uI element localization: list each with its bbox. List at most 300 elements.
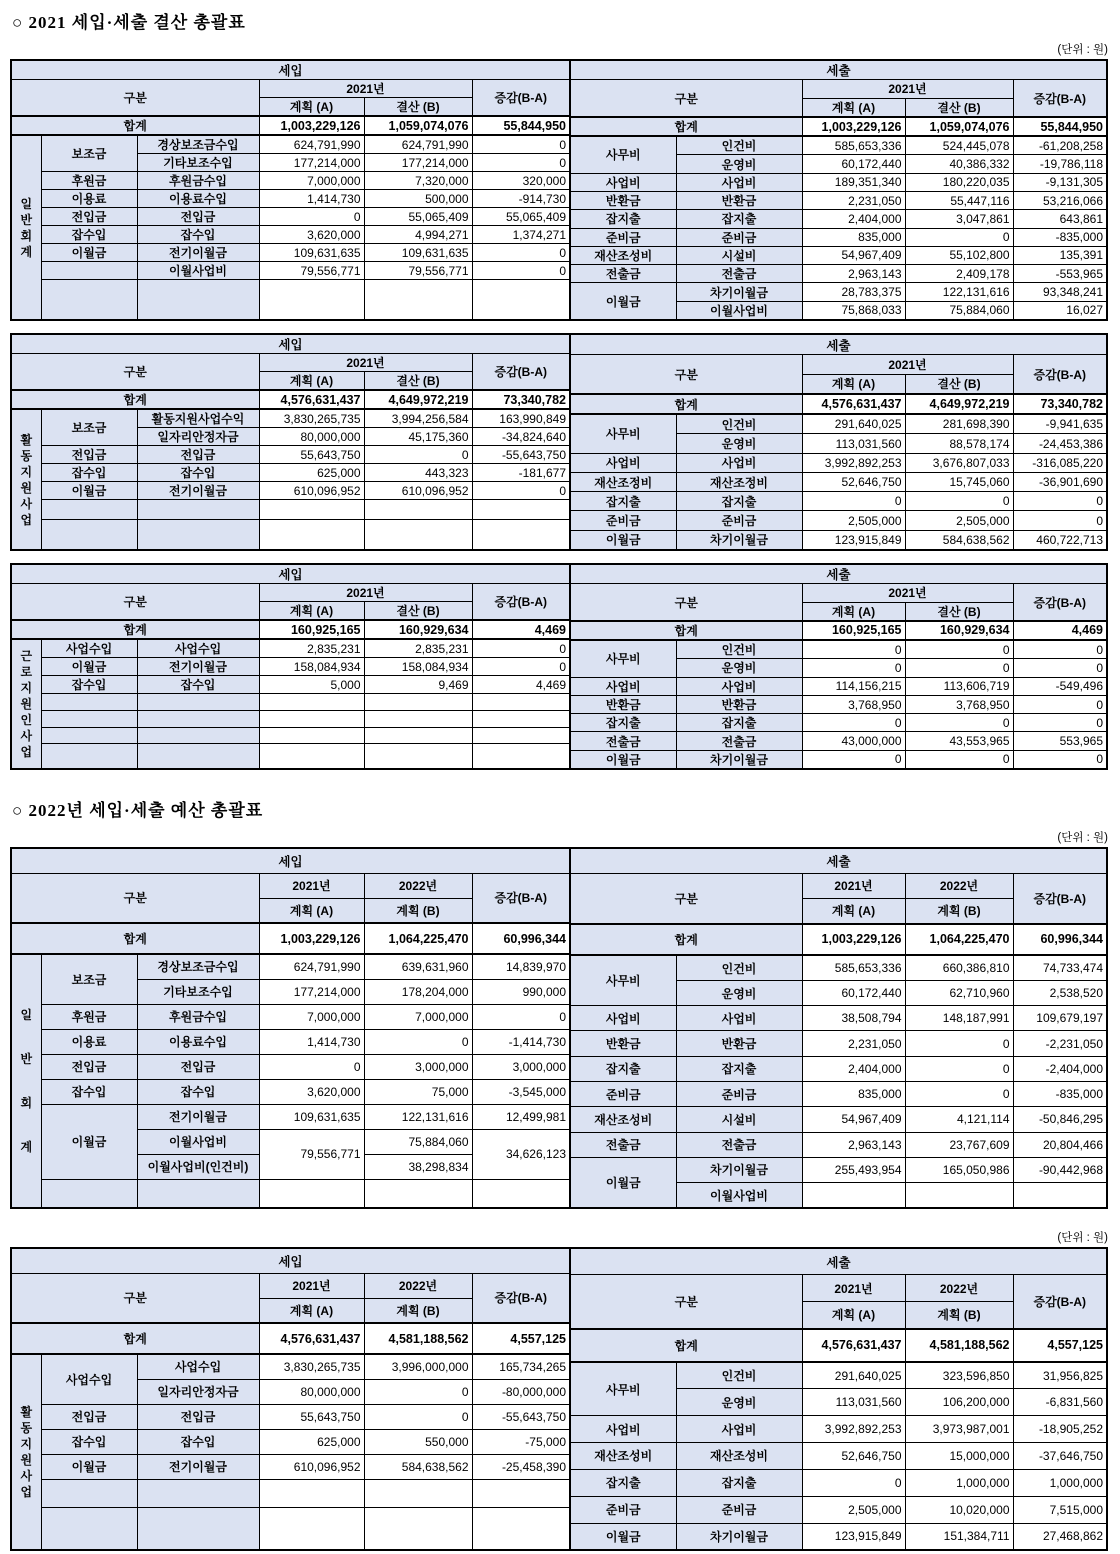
value-cell: -835,000 bbox=[1013, 1081, 1107, 1106]
category-cell: 사업수입 bbox=[137, 1354, 259, 1379]
category-cell: 사업비 bbox=[570, 677, 676, 695]
total-value-cell: 4,649,972,219 bbox=[905, 394, 1013, 414]
category-cell: 준비금 bbox=[676, 511, 802, 530]
total-value-cell: 4,576,631,437 bbox=[802, 394, 905, 414]
category-cell: 재산조성비 bbox=[570, 1107, 676, 1132]
category-cell: 이월금 bbox=[41, 1454, 137, 1479]
value-cell: -553,965 bbox=[1013, 265, 1107, 283]
table-row bbox=[570, 472, 1107, 491]
value-cell: -36,901,690 bbox=[1013, 472, 1107, 491]
blank-value-cell bbox=[259, 1179, 364, 1208]
table-row bbox=[570, 283, 1107, 301]
revenue-table bbox=[10, 59, 571, 321]
value-cell: -835,000 bbox=[1013, 228, 1107, 246]
blank-category-cell bbox=[41, 710, 137, 727]
value-cell: 60,172,440 bbox=[802, 980, 905, 1005]
table-half-title: 세출 bbox=[570, 564, 1107, 584]
value-cell: 158,084,934 bbox=[259, 658, 364, 676]
table-row bbox=[570, 750, 1107, 769]
category-cell: 재산조성비 bbox=[570, 246, 676, 264]
table-row bbox=[570, 1469, 1107, 1496]
year-header: 2022년 bbox=[905, 873, 1013, 898]
total-label: 합계 bbox=[570, 394, 802, 414]
value-cell: 163,990,849 bbox=[472, 409, 570, 428]
total-value-cell: 4,469 bbox=[472, 620, 570, 639]
table-row bbox=[570, 1081, 1107, 1106]
table-row bbox=[570, 511, 1107, 530]
value-cell: 835,000 bbox=[802, 1081, 905, 1106]
value-cell: 0 bbox=[1013, 659, 1107, 677]
category-cell: 인건비 bbox=[676, 640, 802, 659]
blank-value-cell bbox=[259, 1479, 364, 1507]
value-cell: 1,374,271 bbox=[472, 226, 570, 244]
table-row bbox=[570, 1157, 1107, 1182]
value-cell: -90,442,968 bbox=[1013, 1157, 1107, 1182]
value-cell: 0 bbox=[1013, 750, 1107, 769]
blank-category-cell bbox=[137, 500, 259, 520]
category-cell: 사무비 bbox=[570, 1362, 676, 1416]
value-cell: 1,000,000 bbox=[905, 1469, 1013, 1496]
value-cell: 23,767,609 bbox=[905, 1132, 1013, 1157]
blank-category-cell bbox=[41, 1479, 137, 1507]
value-cell: -6,831,560 bbox=[1013, 1389, 1107, 1416]
value-cell: -9,941,635 bbox=[1013, 414, 1107, 434]
value-cell: 0 bbox=[905, 714, 1013, 732]
total-value-cell: 160,929,634 bbox=[364, 620, 472, 639]
table-row bbox=[570, 1442, 1107, 1469]
total-label: 합계 bbox=[570, 924, 802, 955]
category-cell: 잡지출 bbox=[676, 1469, 802, 1496]
blank-value-cell bbox=[472, 727, 570, 744]
value-cell: 151,384,711 bbox=[905, 1523, 1013, 1550]
value-cell: 0 bbox=[905, 1056, 1013, 1081]
category-cell: 사업비 bbox=[570, 173, 676, 191]
table-row bbox=[570, 1523, 1107, 1550]
plan-header: 계획 (A) bbox=[802, 602, 905, 621]
value-cell: 0 bbox=[472, 658, 570, 676]
value-cell: 3,992,892,253 bbox=[802, 1416, 905, 1443]
plan-header: 결산 (B) bbox=[364, 602, 472, 621]
blank-category-cell bbox=[41, 744, 137, 769]
table-row bbox=[11, 1354, 570, 1379]
gubun-header: 구분 bbox=[11, 873, 259, 923]
value-cell: 43,000,000 bbox=[802, 732, 905, 750]
unit-label: (단위 : 원) bbox=[1057, 44, 1108, 56]
total-value-cell: 4,576,631,437 bbox=[802, 1329, 905, 1362]
value-cell: 109,631,635 bbox=[259, 1104, 364, 1129]
blank-value-cell bbox=[259, 744, 364, 769]
value-cell: 3,000,000 bbox=[364, 1054, 472, 1079]
value-cell: 38,508,794 bbox=[802, 1006, 905, 1031]
value-cell: 0 bbox=[364, 1379, 472, 1404]
value-cell: 0 bbox=[472, 639, 570, 658]
value-cell: 0 bbox=[802, 492, 905, 511]
value-cell: 990,000 bbox=[472, 979, 570, 1004]
category-cell: 준비금 bbox=[570, 1081, 676, 1106]
total-value-cell: 1,003,229,126 bbox=[802, 117, 905, 136]
value-cell: 584,638,562 bbox=[905, 530, 1013, 550]
diff-header: 증감(B-A) bbox=[1013, 80, 1107, 117]
gubun-header: 구분 bbox=[11, 1273, 259, 1323]
category-cell: 잡지출 bbox=[570, 1056, 676, 1081]
value-cell: 7,000,000 bbox=[259, 1004, 364, 1029]
account-side-label: 일 반 회 계 bbox=[11, 135, 41, 320]
blank-category-cell bbox=[137, 1179, 259, 1208]
value-cell: 75,884,060 bbox=[905, 301, 1013, 320]
value-cell: 610,096,952 bbox=[259, 482, 364, 500]
table-row bbox=[570, 1362, 1107, 1389]
category-cell: 이월금 bbox=[41, 1104, 137, 1179]
table-row bbox=[11, 1029, 570, 1054]
value-cell: 28,783,375 bbox=[802, 283, 905, 301]
value-cell: 0 bbox=[905, 492, 1013, 511]
category-cell: 준비금 bbox=[570, 228, 676, 246]
value-cell: 14,839,970 bbox=[472, 954, 570, 979]
category-cell: 잡수입 bbox=[137, 676, 259, 694]
value-cell: 2,505,000 bbox=[905, 511, 1013, 530]
category-cell: 경상보조금수입 bbox=[137, 954, 259, 979]
value-cell: -75,000 bbox=[472, 1429, 570, 1454]
category-cell: 이용료수입 bbox=[137, 190, 259, 208]
table-row bbox=[11, 1507, 570, 1550]
table-row bbox=[570, 1056, 1107, 1081]
blank-category-cell bbox=[41, 727, 137, 744]
value-cell: 255,493,954 bbox=[802, 1157, 905, 1182]
value-cell: 177,214,000 bbox=[364, 154, 472, 172]
total-value-cell: 1,059,074,076 bbox=[905, 117, 1013, 136]
section-2021-settlement bbox=[10, 8, 1110, 770]
year-header: 2021년 bbox=[259, 80, 472, 98]
value-cell: 0 bbox=[802, 714, 905, 732]
blank-value-cell bbox=[472, 520, 570, 550]
blank-value-cell bbox=[364, 1507, 472, 1550]
value-cell: -34,824,640 bbox=[472, 428, 570, 446]
value-cell: 0 bbox=[472, 482, 570, 500]
expenditure-table bbox=[569, 847, 1108, 1209]
total-value-cell: 73,340,782 bbox=[472, 390, 570, 409]
value-cell: 7,320,000 bbox=[364, 172, 472, 190]
account-side-label: 근 로 지 원 인 사 업 bbox=[11, 639, 41, 769]
value-cell: 3,047,861 bbox=[905, 210, 1013, 228]
blank-value-cell bbox=[1013, 1183, 1107, 1208]
value-cell: 1,414,730 bbox=[259, 190, 364, 208]
plan-header: 계획 (A) bbox=[259, 372, 364, 391]
table-half-title: 세입 bbox=[11, 1248, 570, 1273]
value-cell: 550,000 bbox=[364, 1429, 472, 1454]
expenditure-table bbox=[569, 59, 1108, 321]
value-cell: 15,000,000 bbox=[905, 1442, 1013, 1469]
value-cell: 27,468,862 bbox=[1013, 1523, 1107, 1550]
value-cell: 0 bbox=[472, 244, 570, 262]
value-cell: 0 bbox=[259, 1054, 364, 1079]
category-cell: 전기이월금 bbox=[137, 244, 259, 262]
table-row bbox=[570, 453, 1107, 472]
summary-table-block bbox=[10, 41, 1110, 321]
value-cell: 4,121,114 bbox=[905, 1107, 1013, 1132]
table-row bbox=[11, 1404, 570, 1429]
unit-label: (단위 : 원) bbox=[1057, 832, 1108, 844]
plan-header: 계획 (B) bbox=[905, 1302, 1013, 1329]
table-row bbox=[11, 1054, 570, 1079]
value-cell: 584,638,562 bbox=[364, 1454, 472, 1479]
table-row bbox=[11, 727, 570, 744]
revenue-table bbox=[10, 847, 571, 1209]
table-row bbox=[11, 520, 570, 550]
value-cell: 93,348,241 bbox=[1013, 283, 1107, 301]
year-header: 2021년 bbox=[802, 80, 1013, 98]
category-cell: 운영비 bbox=[676, 1389, 802, 1416]
category-cell: 잡지출 bbox=[676, 210, 802, 228]
value-cell: 189,351,340 bbox=[802, 173, 905, 191]
table-row bbox=[570, 1006, 1107, 1031]
table-row bbox=[11, 190, 570, 208]
year-header: 2021년 bbox=[802, 355, 1013, 374]
year-header: 2021년 bbox=[259, 873, 364, 898]
value-cell: 0 bbox=[472, 135, 570, 154]
blank-value-cell bbox=[364, 694, 472, 711]
category-cell: 후원금수입 bbox=[137, 172, 259, 190]
blank-value-cell bbox=[472, 1479, 570, 1507]
category-cell: 잡수입 bbox=[137, 1079, 259, 1104]
value-cell: 624,791,990 bbox=[259, 954, 364, 979]
value-cell: 135,391 bbox=[1013, 246, 1107, 264]
category-cell: 활동지원사업수익 bbox=[137, 409, 259, 428]
category-cell: 시설비 bbox=[676, 246, 802, 264]
value-cell: 79,556,771 bbox=[259, 262, 364, 280]
value-cell: 54,967,409 bbox=[802, 246, 905, 264]
value-cell: 122,131,616 bbox=[364, 1104, 472, 1129]
category-cell: 전입금 bbox=[137, 446, 259, 464]
table-row bbox=[11, 658, 570, 676]
value-cell: 123,915,849 bbox=[802, 530, 905, 550]
value-cell: -2,404,000 bbox=[1013, 1056, 1107, 1081]
category-cell: 전기이월금 bbox=[137, 658, 259, 676]
plan-header: 결산 (B) bbox=[905, 98, 1013, 117]
value-cell: 122,131,616 bbox=[905, 283, 1013, 301]
category-cell: 반환금 bbox=[570, 695, 676, 713]
category-cell: 차기이월금 bbox=[676, 1523, 802, 1550]
category-cell: 준비금 bbox=[676, 1496, 802, 1523]
blank-category-cell bbox=[41, 1179, 137, 1208]
value-cell: 52,646,750 bbox=[802, 1442, 905, 1469]
account-side-label: 활 동 지 원 사 업 bbox=[11, 1354, 41, 1550]
value-cell: 323,596,850 bbox=[905, 1362, 1013, 1389]
blank-value-cell bbox=[259, 520, 364, 550]
value-cell: 55,643,750 bbox=[259, 446, 364, 464]
category-cell: 인건비 bbox=[676, 1362, 802, 1389]
total-value-cell: 1,064,225,470 bbox=[905, 924, 1013, 955]
table-row bbox=[11, 244, 570, 262]
value-cell: 585,653,336 bbox=[802, 955, 905, 980]
plan-header: 계획 (A) bbox=[802, 899, 905, 924]
value-cell: 62,710,960 bbox=[905, 980, 1013, 1005]
value-cell: 2,835,231 bbox=[364, 639, 472, 658]
category-cell: 차기이월금 bbox=[676, 530, 802, 550]
year-header: 2022년 bbox=[364, 873, 472, 898]
blank-value-cell bbox=[364, 280, 472, 321]
value-cell: 79,556,771 bbox=[259, 1129, 364, 1179]
table-row bbox=[11, 694, 570, 711]
value-cell: 113,031,560 bbox=[802, 1389, 905, 1416]
value-cell: 553,965 bbox=[1013, 732, 1107, 750]
total-label: 합계 bbox=[570, 1329, 802, 1362]
total-value-cell: 4,576,631,437 bbox=[259, 1323, 364, 1354]
table-row bbox=[11, 172, 570, 190]
table-half-title: 세입 bbox=[11, 848, 570, 873]
value-cell: 3,768,950 bbox=[802, 695, 905, 713]
value-cell: -181,677 bbox=[472, 464, 570, 482]
gubun-header: 구분 bbox=[11, 80, 259, 117]
table-halves bbox=[10, 1247, 1110, 1551]
value-cell: 660,386,810 bbox=[905, 955, 1013, 980]
year-header: 2021년 bbox=[802, 873, 905, 898]
blank-value-cell bbox=[472, 694, 570, 711]
value-cell: 109,679,197 bbox=[1013, 1006, 1107, 1031]
value-cell: 180,220,035 bbox=[905, 173, 1013, 191]
category-cell: 전입금 bbox=[41, 1404, 137, 1429]
table-half-title: 세출 bbox=[570, 334, 1107, 355]
blank-category-cell bbox=[41, 694, 137, 711]
category-cell: 기타보조수입 bbox=[137, 979, 259, 1004]
category-cell: 기타보조수입 bbox=[137, 154, 259, 172]
value-cell: 43,553,965 bbox=[905, 732, 1013, 750]
table-row bbox=[570, 414, 1107, 434]
value-cell: 3,830,265,735 bbox=[259, 409, 364, 428]
revenue-table bbox=[10, 563, 571, 770]
table-row bbox=[11, 1429, 570, 1454]
expenditure-table bbox=[569, 563, 1108, 770]
value-cell: 55,065,409 bbox=[472, 208, 570, 226]
table-half-title: 세출 bbox=[570, 1248, 1107, 1275]
blank-category-cell bbox=[137, 1507, 259, 1550]
value-cell: 2,963,143 bbox=[802, 265, 905, 283]
category-cell: 차기이월금 bbox=[676, 750, 802, 769]
value-cell: -1,414,730 bbox=[472, 1029, 570, 1054]
value-cell: 625,000 bbox=[259, 1429, 364, 1454]
value-cell: 34,626,123 bbox=[472, 1129, 570, 1179]
category-cell: 반환금 bbox=[676, 1031, 802, 1056]
category-cell: 사업비 bbox=[570, 1416, 676, 1443]
total-value-cell: 4,581,188,562 bbox=[364, 1323, 472, 1354]
category-cell: 전출금 bbox=[676, 732, 802, 750]
value-cell: -9,131,305 bbox=[1013, 173, 1107, 191]
value-cell: -3,545,000 bbox=[472, 1079, 570, 1104]
category-cell: 사업비 bbox=[676, 453, 802, 472]
year-header: 2021년 bbox=[802, 1275, 905, 1302]
value-cell: 0 bbox=[472, 1004, 570, 1029]
value-cell: 625,000 bbox=[259, 464, 364, 482]
blank-category-cell bbox=[137, 727, 259, 744]
blank-category-cell bbox=[41, 280, 137, 321]
blank-value-cell bbox=[259, 727, 364, 744]
value-cell: -19,786,118 bbox=[1013, 155, 1107, 173]
blank-value-cell bbox=[472, 1507, 570, 1550]
value-cell: 460,722,713 bbox=[1013, 530, 1107, 550]
table-row bbox=[11, 262, 570, 280]
total-value-cell: 1,003,229,126 bbox=[259, 923, 364, 954]
total-value-cell: 160,925,165 bbox=[259, 620, 364, 639]
value-cell: 79,556,771 bbox=[364, 262, 472, 280]
table-halves bbox=[10, 563, 1110, 770]
table-row bbox=[570, 1496, 1107, 1523]
category-cell: 전출금 bbox=[570, 1132, 676, 1157]
category-cell: 전입금 bbox=[41, 446, 137, 464]
total-value-cell: 1,003,229,126 bbox=[802, 924, 905, 955]
section-tables bbox=[10, 41, 1110, 770]
year-header: 2022년 bbox=[364, 1273, 472, 1298]
value-cell: 1,414,730 bbox=[259, 1029, 364, 1054]
year-header: 2021년 bbox=[259, 354, 472, 372]
category-cell: 전기이월금 bbox=[137, 1104, 259, 1129]
value-cell: 31,956,825 bbox=[1013, 1362, 1107, 1389]
category-cell: 인건비 bbox=[676, 955, 802, 980]
category-cell: 사무비 bbox=[570, 136, 676, 173]
gubun-header: 구분 bbox=[570, 1275, 802, 1329]
blank-category-cell bbox=[41, 262, 137, 280]
value-cell: -37,646,750 bbox=[1013, 1442, 1107, 1469]
blank-value-cell bbox=[905, 1183, 1013, 1208]
table-row bbox=[570, 210, 1107, 228]
value-cell: 0 bbox=[905, 640, 1013, 659]
category-cell: 사업비 bbox=[676, 677, 802, 695]
value-cell: 45,175,360 bbox=[364, 428, 472, 446]
total-value-cell: 4,649,972,219 bbox=[364, 390, 472, 409]
value-cell: 2,409,178 bbox=[905, 265, 1013, 283]
value-cell: 20,804,466 bbox=[1013, 1132, 1107, 1157]
category-cell: 이월금 bbox=[41, 658, 137, 676]
value-cell: 0 bbox=[905, 659, 1013, 677]
value-cell: 3,000,000 bbox=[472, 1054, 570, 1079]
year-header: 2021년 bbox=[802, 584, 1013, 602]
category-cell: 운영비 bbox=[676, 980, 802, 1005]
blank-value-cell bbox=[472, 1179, 570, 1208]
value-cell: 2,505,000 bbox=[802, 511, 905, 530]
category-cell: 반환금 bbox=[570, 192, 676, 210]
value-cell: 12,499,981 bbox=[472, 1104, 570, 1129]
diff-header: 증감(B-A) bbox=[472, 1273, 570, 1323]
value-cell: -55,643,750 bbox=[472, 446, 570, 464]
total-value-cell: 73,340,782 bbox=[1013, 394, 1107, 414]
revenue-table bbox=[10, 1247, 571, 1551]
value-cell: 624,791,990 bbox=[259, 135, 364, 154]
category-cell: 재산조정비 bbox=[570, 472, 676, 491]
value-cell: 3,973,987,001 bbox=[905, 1416, 1013, 1443]
gubun-header: 구분 bbox=[11, 584, 259, 621]
table-row bbox=[570, 492, 1107, 511]
total-value-cell: 160,925,165 bbox=[802, 621, 905, 640]
table-row bbox=[11, 639, 570, 658]
blank-value-cell bbox=[364, 710, 472, 727]
value-cell: 178,204,000 bbox=[364, 979, 472, 1004]
expenditure-table bbox=[569, 1247, 1108, 1551]
category-cell: 잡지출 bbox=[570, 492, 676, 511]
total-value-cell: 55,844,950 bbox=[472, 116, 570, 135]
value-cell: 5,000 bbox=[259, 676, 364, 694]
value-cell: 0 bbox=[905, 1081, 1013, 1106]
total-label: 합계 bbox=[11, 923, 259, 954]
value-cell: -80,000,000 bbox=[472, 1379, 570, 1404]
total-value-cell: 4,581,188,562 bbox=[905, 1329, 1013, 1362]
table-row bbox=[570, 228, 1107, 246]
value-cell: 80,000,000 bbox=[259, 428, 364, 446]
table-row bbox=[11, 1479, 570, 1507]
table-row bbox=[570, 640, 1107, 659]
value-cell: 291,640,025 bbox=[802, 414, 905, 434]
blank-value-cell bbox=[259, 694, 364, 711]
value-cell: 106,200,000 bbox=[905, 1389, 1013, 1416]
value-cell: 639,631,960 bbox=[364, 954, 472, 979]
table-halves bbox=[10, 59, 1110, 321]
